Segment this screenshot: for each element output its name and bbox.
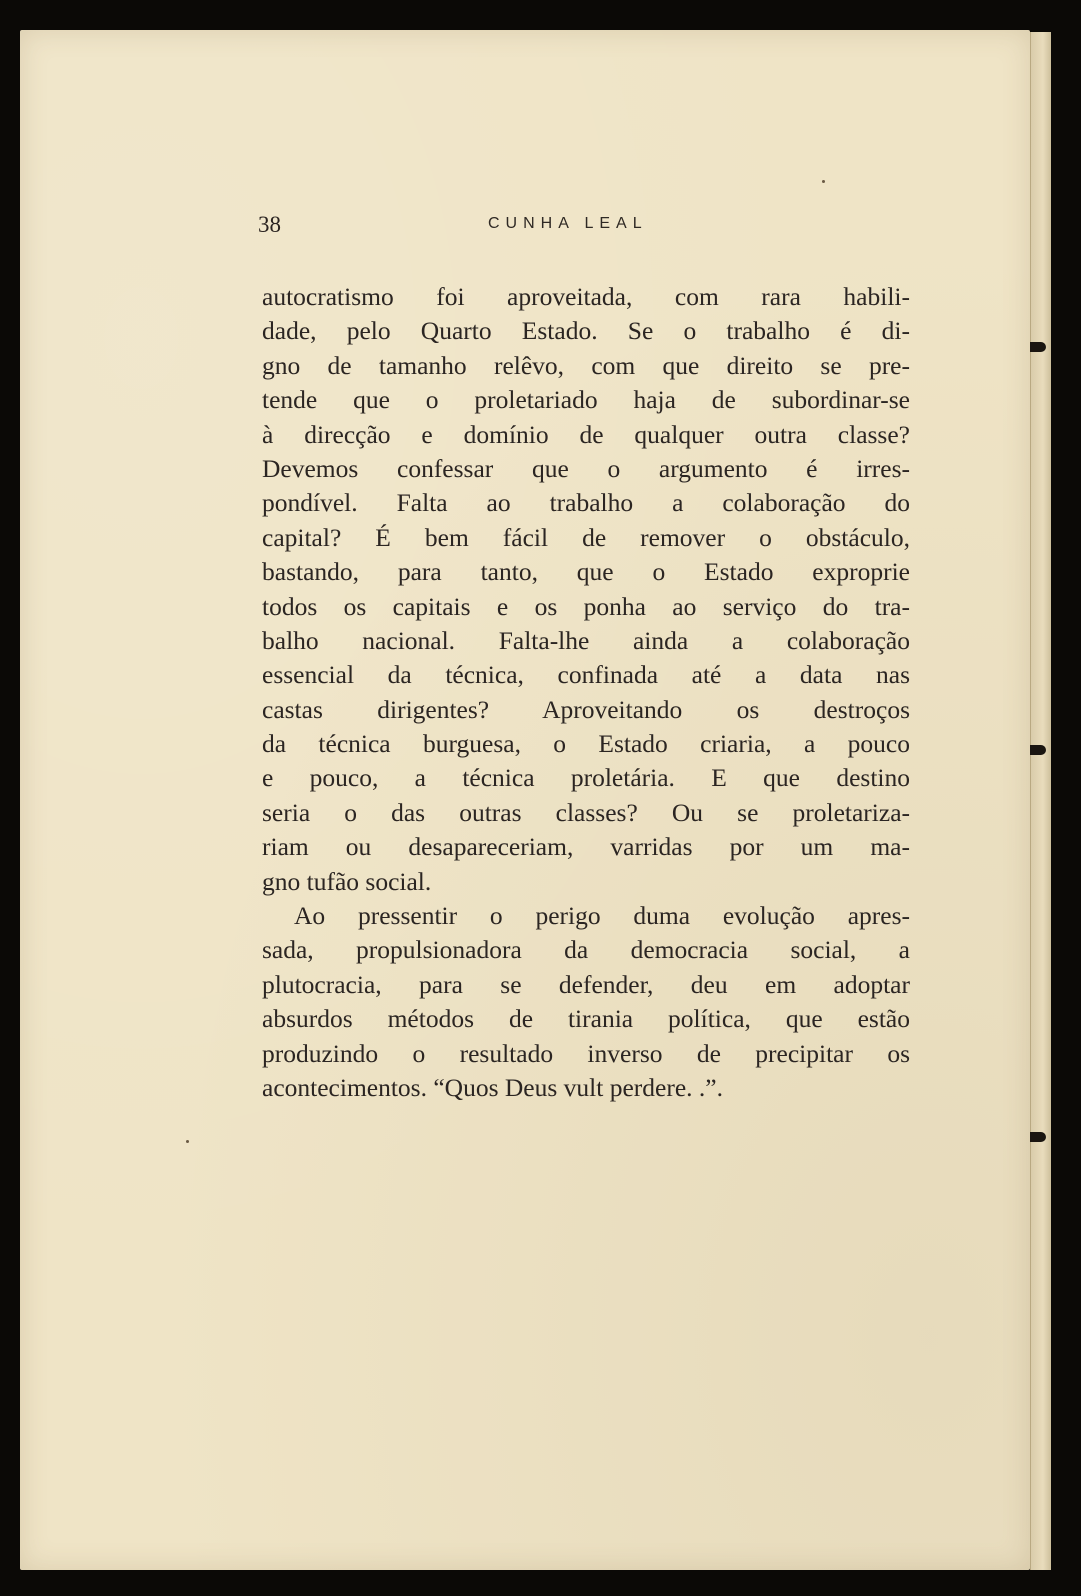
text-line: gno de tamanho relêvo, com que direito se pre- xyxy=(262,350,910,380)
text-line: dade, pelo Quarto Estado. Se o trabalho é di- xyxy=(262,316,910,346)
body-text xyxy=(262,280,910,1105)
paper-speck xyxy=(822,180,825,183)
paper-speck xyxy=(186,1140,189,1143)
text-line: à direcção e domínio de qualquer outra classe? xyxy=(262,419,910,449)
page-header xyxy=(258,212,898,242)
text-line: Ao pressentir o perigo duma evolução apres- xyxy=(294,901,910,931)
text-line: todos os capitais e os ponha ao serviço do tra- xyxy=(262,591,910,621)
text-line: Devemos confessar que o argumento é irres- xyxy=(262,453,910,483)
text-line: riam ou desapareceriam, varridas por um ma- xyxy=(262,832,910,862)
text-line: acontecimentos. “Quos Deus vult perdere. .”. xyxy=(262,1072,723,1102)
text-line: capital? É bem fácil de remover o obstáculo, xyxy=(262,522,910,552)
text-line: pondível. Falta ao trabalho a colaboração do xyxy=(262,488,910,518)
next-page-edge xyxy=(1030,32,1051,1570)
text-line: seria o das outras classes? Ou se proletariza- xyxy=(262,797,910,827)
text-line: plutocracia, para se defender, deu em adoptar xyxy=(262,969,910,999)
text-line: e pouco, a técnica proletária. E que destino xyxy=(262,763,910,793)
text-line: absurdos métodos de tirania política, que estão xyxy=(262,1004,910,1034)
text-line: essencial da técnica, confinada até a data nas xyxy=(262,660,910,690)
text-line: autocratismo foi aproveitada, com rara habili- xyxy=(262,282,910,311)
text-line: da técnica burguesa, o Estado criaria, a pouco xyxy=(262,729,910,759)
text-line: castas dirigentes? Aproveitando os destroços xyxy=(262,694,910,724)
page-number: 38 xyxy=(258,212,281,237)
text-line: produzindo o resultado inverso de precipitar os xyxy=(262,1038,910,1068)
running-head: CUNHA LEAL xyxy=(488,215,648,232)
text-line: sada, propulsionadora da democracia social, a xyxy=(262,935,910,965)
text-line: gno tufão social. xyxy=(262,866,432,896)
text-line: tende que o proletariado haja de subordinar-se xyxy=(262,385,910,415)
text-line: bastando, para tanto, que o Estado exproprie xyxy=(262,557,910,587)
text-line: balho nacional. Falta-lhe ainda a colaboração xyxy=(262,625,910,655)
